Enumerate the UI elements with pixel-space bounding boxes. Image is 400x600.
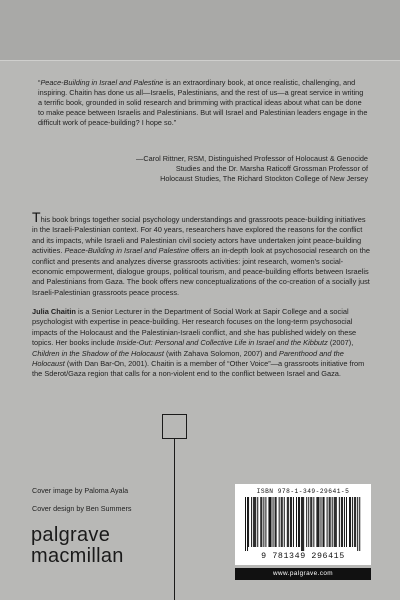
barcode-bar	[253, 497, 254, 547]
barcode-bar	[288, 497, 289, 547]
barcode-bar	[336, 497, 337, 547]
barcode-bar	[359, 497, 360, 551]
author-name: Julia Chaitin	[32, 307, 76, 316]
cover-image-credit: Cover image by Paloma Ayala	[32, 486, 129, 495]
barcode-bar	[254, 497, 255, 547]
author-bio	[32, 307, 370, 380]
barcode-bar	[255, 497, 256, 547]
barcode-bar	[291, 497, 292, 547]
bio-part-3: (with Zahava Solomon, 2007) and	[163, 348, 279, 358]
barcode-bar	[296, 497, 297, 547]
decorative-line	[174, 439, 175, 600]
quote-attribution	[50, 154, 368, 185]
barcode-bar	[357, 497, 358, 551]
barcode-bar	[273, 497, 274, 547]
barcode-bar	[313, 497, 314, 547]
barcode-bar	[310, 497, 311, 547]
barcode-bar	[317, 497, 318, 547]
top-band	[0, 0, 400, 60]
bio-part-4: (with Dan Bar-On, 2001). Chaitin is a member of “Other Voice”—a grassroots initiative from the Sderot/Gaza region that calls for a non-violent end to the conflict between Israel and Gaza.	[32, 359, 365, 379]
barcode-bar	[344, 497, 345, 547]
barcode-bar	[334, 497, 335, 547]
barcode-bar	[271, 497, 272, 547]
barcode-bar	[245, 497, 246, 551]
barcode-bar	[311, 497, 312, 547]
barcode-bar	[303, 497, 304, 551]
barcode-digits: 9 781349 296415	[261, 552, 345, 561]
publisher-url: www.palgrave.com	[235, 568, 371, 580]
barcode-bar	[327, 497, 328, 547]
barcode-bar	[349, 497, 350, 547]
barcode-bar	[335, 497, 336, 547]
barcode-bar	[306, 497, 307, 547]
barcode-bar	[308, 497, 309, 547]
barcode-bar	[290, 497, 291, 547]
barcode-bar	[302, 497, 303, 551]
barcode-bar	[320, 497, 321, 547]
barcode	[235, 484, 371, 565]
bio-book-3: Parenthood and the Holocaust	[32, 348, 344, 369]
description-book-title: Peace-Building in Israel and Palestine	[64, 246, 189, 256]
barcode-bar	[341, 497, 342, 547]
quote-text: is an extraordinary book, at once realistic, challenging, and inspiring. Chaitin has done us all—Israelis, Palestinians, and the rest of us—a great service in writing a terrific book, grounded in solid research and brimming with practical ideas about what can be done to make peace between Israelis and Palestinians. But will Israel and Palestinian leaders engage in the difficult work of peace-building? I hope so.”	[38, 78, 368, 127]
isbn-label: ISBN 978-1-349-29641-5	[256, 488, 350, 495]
barcode-bar	[276, 497, 277, 547]
barcode-bar	[248, 497, 249, 547]
barcode-bar	[279, 497, 280, 547]
barcode-bar	[301, 497, 302, 551]
attribution-line-2: Studies and the Dr. Marsha Raticoff Grossman Professor of	[175, 164, 368, 174]
bio-part-2: (2007),	[327, 338, 354, 348]
barcode-bar	[247, 497, 248, 551]
barcode-bar	[260, 497, 261, 547]
barcode-bar	[332, 497, 333, 547]
barcode-bar	[342, 497, 343, 547]
barcode-bar	[281, 497, 282, 547]
barcode-bar	[318, 497, 319, 547]
barcode-bar	[355, 497, 356, 547]
barcode-bar	[293, 497, 294, 547]
barcode-bar	[299, 497, 300, 547]
barcode-bar	[269, 497, 270, 547]
barcode-bar	[284, 497, 285, 547]
cover-design-credit: Cover design by Ben Summers	[32, 504, 132, 513]
barcode-bar	[261, 497, 262, 547]
book-description	[32, 209, 370, 298]
barcode-bar	[251, 497, 252, 547]
quote-book-title: Peace-Building in Israel and Palestine	[40, 78, 164, 87]
publisher-logo-line-1: palgrave	[31, 524, 111, 546]
attribution-line-3: Holocaust Studies, The Richard Stockton College of New Jersey	[160, 174, 368, 184]
endorsement-quote	[38, 78, 368, 128]
barcode-bar	[287, 497, 288, 547]
barcode-bar	[350, 497, 351, 547]
description-part-1: his book brings together social psychology understandings and grassroots peace-building initiatives in the Israeli-Palestinian context. For 40 years, researchers have explored the reasons for the conflict and its impacts, while Israeli and Palestinian civil society actors have undertaken joint peace-building activities.	[32, 215, 366, 256]
barcode-bars	[245, 497, 361, 551]
description-part-2: offers an in-depth look at psychosocial research on the conflict and presents and analyzes diverse grassroots activities: joint research, women's social-economic empowerment, dialogue groups, political tourism, and peace-building efforts between Israelis and Palestinians from Gaza. The book offers new conceptualizations of the co-creation of a socially just Israeli-Palestinian grassroots peace process.	[32, 246, 370, 297]
publisher-logo-line-2: macmillan	[31, 545, 124, 567]
barcode-bar	[352, 497, 353, 547]
barcode-bar	[257, 497, 258, 547]
barcode-bar	[330, 497, 331, 547]
barcode-bar	[329, 497, 330, 547]
barcode-bar	[298, 497, 299, 547]
decorative-frame	[162, 414, 187, 439]
barcode-bar	[265, 497, 266, 547]
barcode-bar	[324, 497, 325, 547]
publisher-logo	[31, 525, 124, 567]
barcode-bar	[316, 497, 317, 547]
barcode-bar	[282, 497, 283, 547]
barcode-bar	[346, 497, 347, 547]
top-divider	[0, 60, 400, 61]
barcode-bar	[354, 497, 355, 547]
barcode-bar	[263, 497, 264, 547]
bio-book-1: Inside-Out: Personal and Collective Life in Israel and the Kibbutz	[116, 338, 328, 348]
bio-book-2: Children in the Shadow of the Holocaust	[32, 348, 164, 358]
barcode-bar	[323, 497, 324, 547]
drop-cap: T	[32, 209, 41, 225]
quote-open-mark: “	[38, 78, 41, 87]
barcode-bar	[268, 497, 269, 547]
attribution-line-1: —Carol Rittner, RSM, Distinguished Professor of Holocaust & Genocide	[136, 154, 368, 163]
bio-part-1: is a Senior Lecturer in the Department of Social Work at Sapir College and a social psychologist with expertise in peace-building. Her research focuses on the long-term psychosocial impacts of the Holocaust and the Palestinian-Israeli conflict, and she has published widely on these topics. Her books include	[32, 307, 357, 348]
barcode-bar	[339, 497, 340, 547]
barcode-bar	[275, 497, 276, 547]
